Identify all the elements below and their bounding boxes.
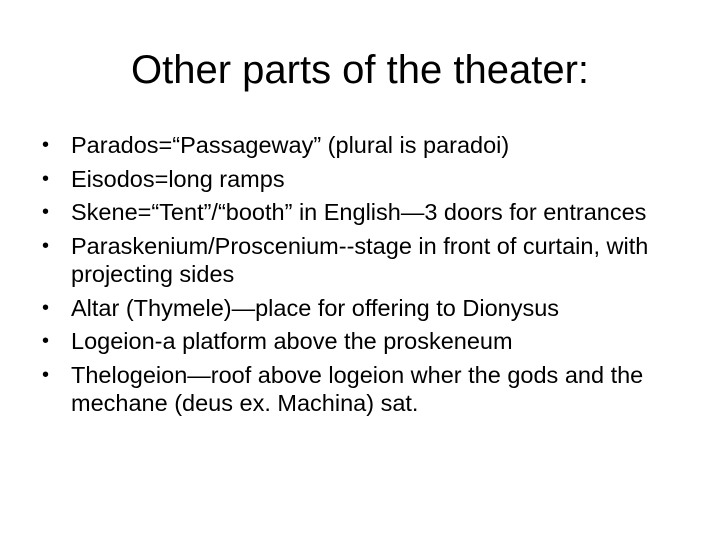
bullet-item-altar [42, 294, 682, 323]
bullet-text: Parados=“Passageway” (plural is paradoi) [71, 132, 510, 158]
bullet-text: Eisodos=long ramps [71, 165, 285, 192]
bullet-item-skene [42, 198, 682, 227]
bullet-dot-icon: • [42, 134, 50, 156]
bullet-dot-icon: • [42, 296, 50, 319]
slide-title: Other parts of the theater: [130, 48, 590, 92]
bullet-item-thelogeion [42, 361, 682, 418]
bullet-text: Thelogeion—roof above logeion wher the gods and the mechane (deus ex. Machina) sat. [71, 361, 644, 416]
bullet-text: Paraskenium/Proscenium--stage in front of curtain, with projecting sides [71, 232, 649, 287]
bullet-dot-icon: • [42, 330, 50, 352]
bullet-text: Altar (Thymele)—place for offering to Dionysus [71, 294, 560, 321]
bullet-item-logeion [42, 327, 682, 356]
bullet-item-eisodos [42, 165, 682, 194]
bullet-item-parados [42, 131, 682, 160]
bullet-item-paraskenium [42, 232, 682, 289]
bullet-dot-icon: • [42, 167, 50, 190]
bullet-list [42, 131, 682, 423]
bullet-text: Skene=“Tent”/“booth” in English—3 doors for entrances [71, 199, 647, 225]
bullet-text: Logeion-a platform above the proskeneum [71, 328, 513, 354]
bullet-dot-icon: • [42, 363, 50, 386]
bullet-dot-icon: • [42, 234, 50, 257]
bullet-dot-icon: • [42, 201, 50, 223]
